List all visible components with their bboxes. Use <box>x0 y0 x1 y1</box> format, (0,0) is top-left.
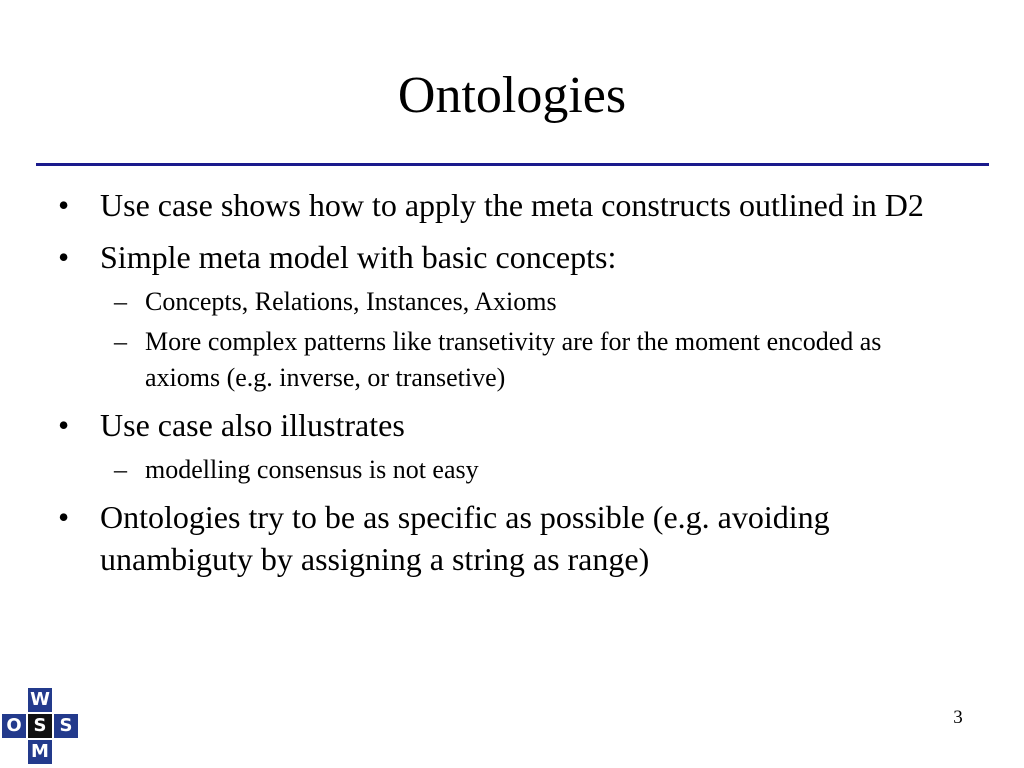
dash-icon: – <box>114 327 127 356</box>
bullet-text: Ontologies try to be as specific as possible (e.g. avoiding unambiguty by assigning a string as range) <box>100 499 830 577</box>
sub-bullet-item <box>58 284 958 320</box>
logo-cell-top: W <box>28 688 52 712</box>
bullet-text: Use case also illustrates <box>100 407 405 443</box>
bullet-item <box>58 184 958 226</box>
bullet-text: Use case shows how to apply the meta constructs outlined in D2 <box>100 187 924 223</box>
bullet-icon: • <box>58 239 70 275</box>
bullet-icon: • <box>58 499 70 535</box>
bullet-item <box>58 404 958 446</box>
page-number: 3 <box>953 707 963 728</box>
wsmo-logo <box>0 688 82 768</box>
logo-cell-bottom: M <box>28 740 52 764</box>
bullet-item <box>58 236 958 278</box>
bullet-icon: • <box>58 407 70 443</box>
slide-title: Ontologies <box>397 67 627 124</box>
dash-icon: – <box>114 287 127 316</box>
bullet-item <box>58 496 958 580</box>
title-divider <box>36 163 989 166</box>
sub-bullet-item <box>58 324 958 396</box>
sub-bullet-text: More complex patterns like transetivity are for the moment encoded as axioms (e.g. inverse, or transetive) <box>145 327 882 392</box>
logo-cell-right: S <box>54 714 78 738</box>
sub-bullet-item <box>58 452 958 488</box>
dash-icon: – <box>114 455 127 484</box>
sub-bullet-text: modelling consensus is not easy <box>145 455 479 484</box>
bullet-text: Simple meta model with basic concepts: <box>100 239 617 275</box>
logo-cell-left: O <box>2 714 26 738</box>
sub-bullet-text: Concepts, Relations, Instances, Axioms <box>145 287 557 316</box>
logo-cell-center: S <box>28 714 52 738</box>
bullet-list <box>58 184 958 590</box>
bullet-icon: • <box>58 187 70 223</box>
